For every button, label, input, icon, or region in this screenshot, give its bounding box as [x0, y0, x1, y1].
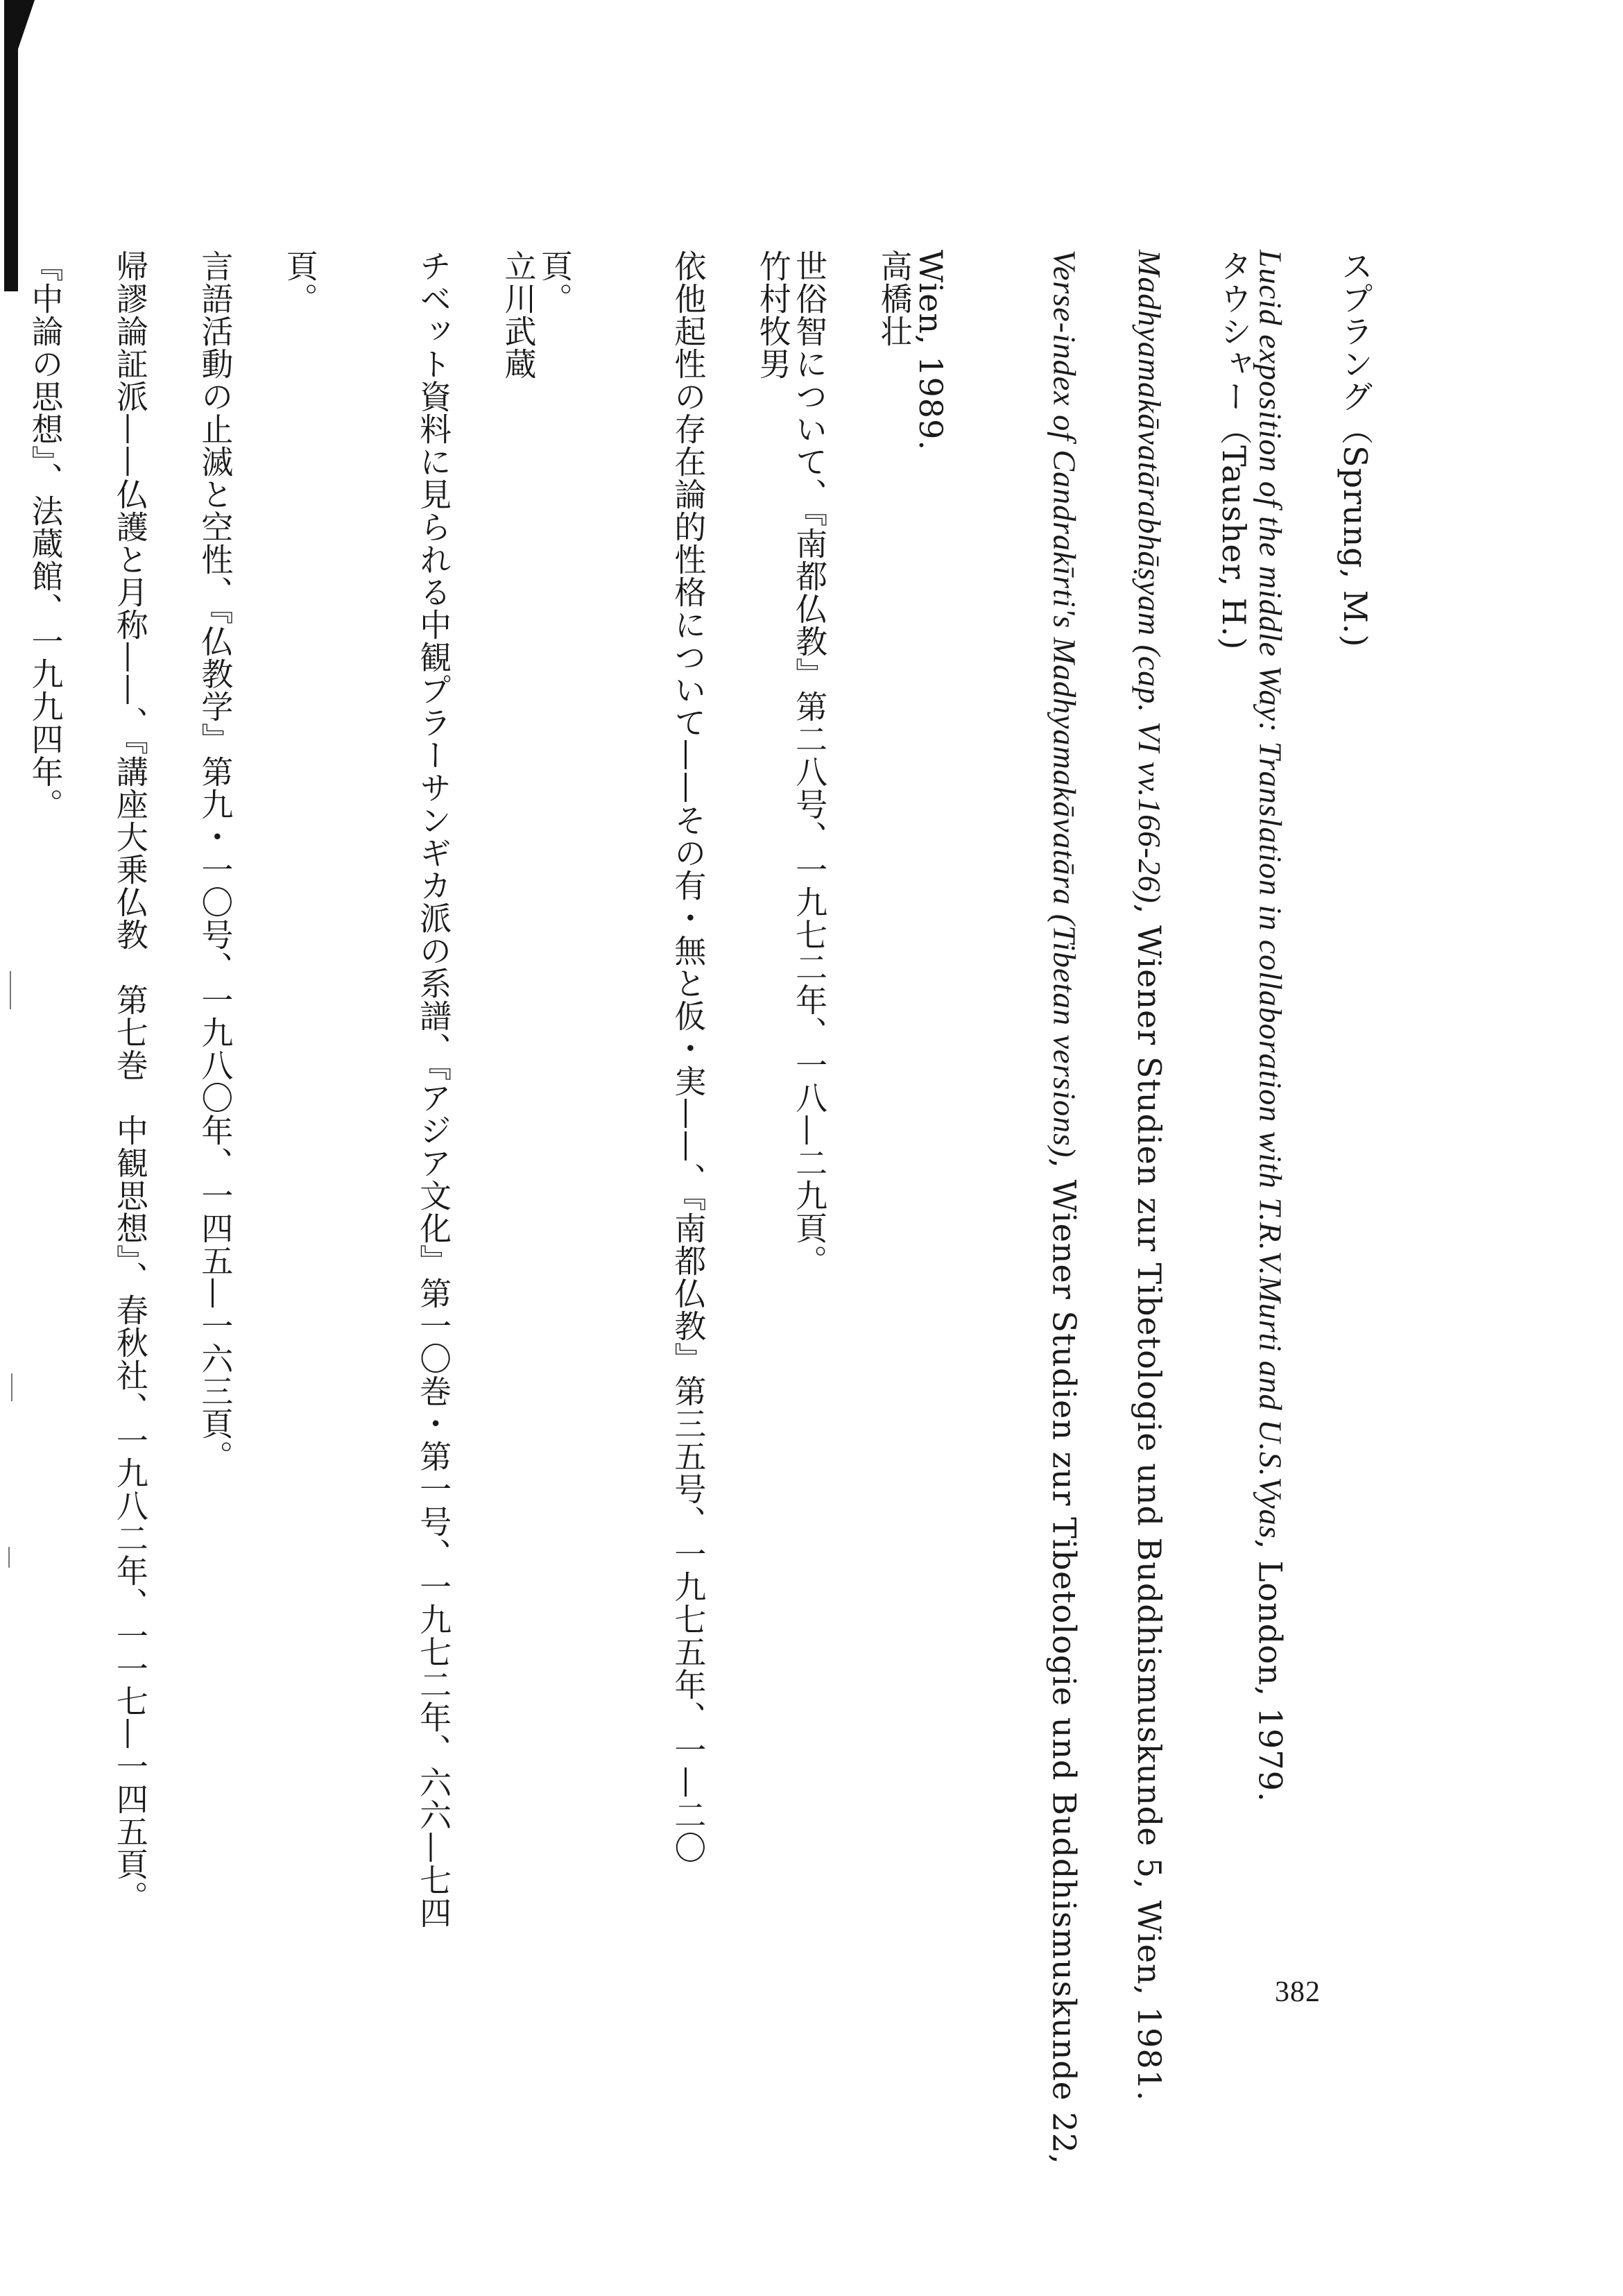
- entry-tachikawa-2: 言語活動の止滅と空性、『仏教学』第九・一〇号、一九八〇年、一四五—一六三頁。: [196, 250, 234, 1473]
- author-takahashi: 高橋壮: [875, 250, 913, 348]
- entry-sprung-1: [1252, 250, 1337, 2081]
- bibliography-text-block: [0, 250, 1374, 2165]
- entry-tausher-2: [1045, 250, 1131, 2165]
- entry-tachikawa-3: 帰謬論証派——仏護と月称——、『講座大乗仏教 第七巻 中観思想』、春秋社、一九八二年、一一七—一四五頁。: [111, 250, 149, 1913]
- entry-publication: , London, 1979.: [1251, 1539, 1289, 1803]
- entry-publication: , Wiener Studien zur Tibetologie und Buddhismuskunde 5, Wien, 1981.: [1130, 903, 1168, 2102]
- author-takemura: 竹村牧男: [754, 250, 792, 380]
- scan-edge-marker: [4, 0, 18, 291]
- entry-tachikawa-5: [0, 250, 27, 2081]
- entry-tachikawa-4: 『中論の思想』、法蔵館、一九九四年。: [26, 250, 65, 821]
- author-sprung: スプラング（Sprung, M.): [1337, 250, 1374, 648]
- author-tausher: タウシャー（Tausher, H.): [1215, 250, 1253, 651]
- entry-title: Verse-index of Candrakīrti's Madhyamakāvatāra (Tibetan versions): [1047, 250, 1083, 1158]
- entry-takemura-1-continuation: 頁。: [535, 250, 574, 315]
- entry-publication: , Wiener Studien zur Tibetologie und Buddhismuskunde 22,: [1045, 1158, 1083, 2165]
- entry-tachikawa-1-continuation: 頁。: [281, 250, 319, 315]
- author-tachikawa: 立川武蔵: [499, 250, 538, 380]
- entry-tachikawa-1: チベット資料に見られる中観プラーサンギカ派の系譜、『アジア文化』第一〇巻・第一号、一九七二年、六六—七四: [415, 250, 453, 1929]
- entry-takemura-1: 依他起性の存在論的性格について——その有・無と仮・実——、『南都仏教』第三五号、一九七五年、一—二〇: [669, 250, 707, 1864]
- entry-takahashi-1: 世俗智について、『南都仏教』第二八号、一九七二年、一八—二九頁。: [791, 250, 829, 1277]
- entry-title: Lucid exposition of the middle Way: Translation in collaboration with T.R.V.Murti and U.S.Vyas: [1253, 250, 1289, 1539]
- entry-title: Madhyamakāvatārabhāṣyam (cap. VI vv.166-26): [1131, 250, 1167, 904]
- page-number: 382: [1275, 1976, 1321, 2008]
- entry-tausher-1: [1130, 250, 1215, 2102]
- entry-tausher-2-continuation: Wien, 1989.: [911, 250, 950, 451]
